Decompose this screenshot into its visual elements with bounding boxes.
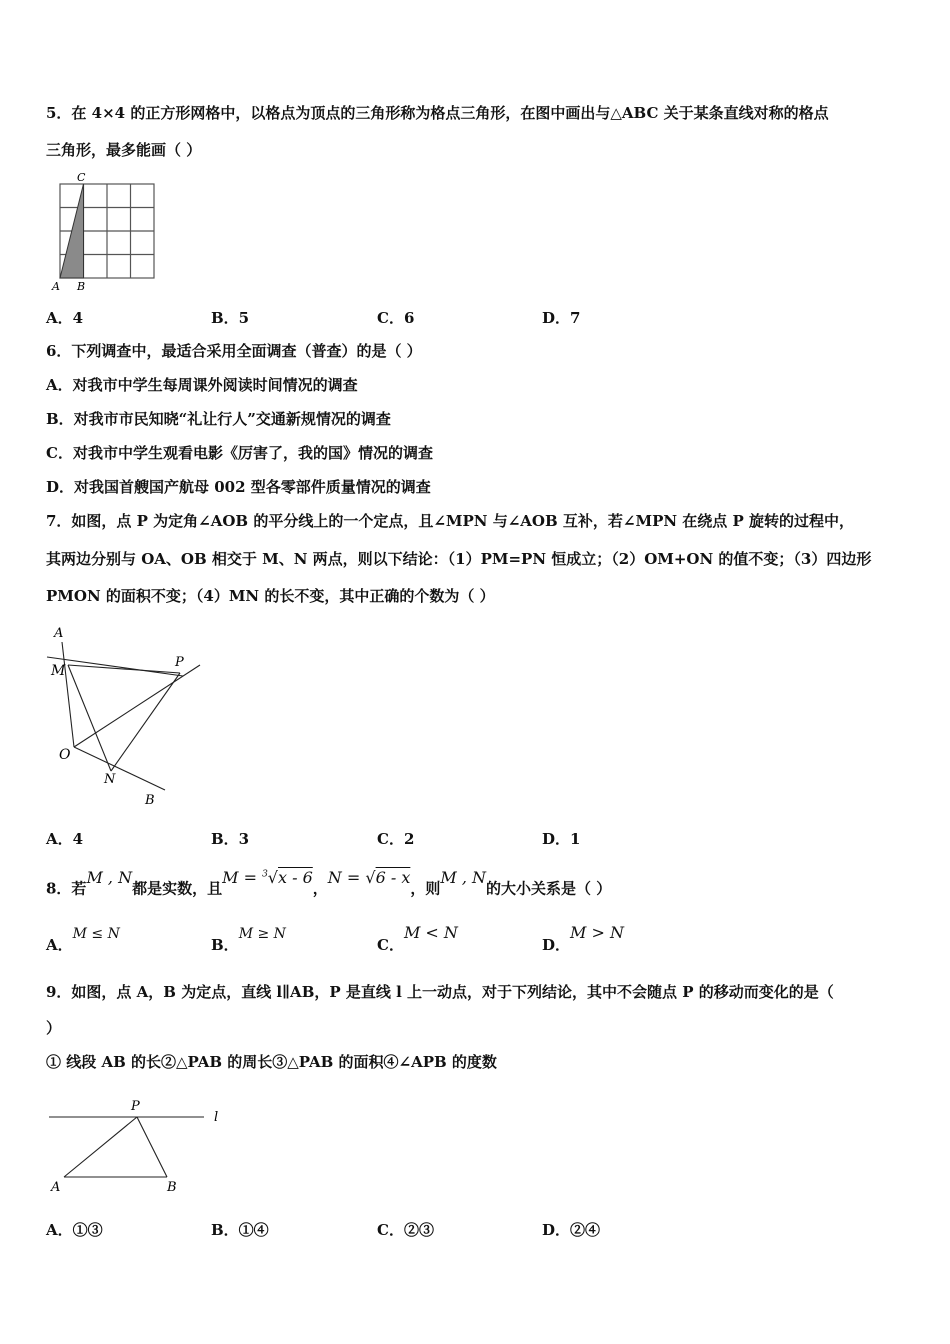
q6-stem: 6．下列调查中，最适合采用全面调查（普查）的是（ ）: [46, 342, 422, 360]
q8-n-formula: N = √6 - x: [327, 868, 411, 888]
q7-stem-line2: 其两边分别与 OA、OB 相交于 M、N 两点，则以下结论：（1）PM=PN 恒成立；（2）OM+ON 的值不变；（3）四边形: [46, 550, 872, 568]
q5-stem-line2: 三角形，最多能画（ ）: [46, 141, 202, 159]
label-b: B: [167, 1180, 177, 1195]
label-b: B: [77, 280, 86, 292]
q7-option-a[interactable]: A．4: [46, 830, 84, 848]
label-o: O: [59, 747, 71, 763]
label-p: P: [131, 1099, 140, 1114]
label-a: A: [51, 1180, 61, 1195]
q8-option-c[interactable]: C．M < N: [377, 923, 458, 954]
q6-option-b[interactable]: B．对我市市民知晓“礼让行人”交通新规情况的调查: [46, 410, 391, 428]
q8-var-mn: M , N: [86, 868, 133, 888]
label-n: N: [104, 772, 116, 787]
q8-option-a[interactable]: A．M ≤ N: [46, 926, 120, 954]
q7-stem-line1: 7．如图，点 P 为定角∠AOB 的平分线上的一个定点，且∠MPN 与∠AOB 互补，若∠MPN 在绕点 P 旋转的过程中，: [46, 512, 855, 530]
q9-parallel-figure: [44, 1093, 234, 1198]
label-l: l: [214, 1110, 219, 1125]
q6-option-d[interactable]: D．对我国首艘国产航母 002 型各零部件质量情况的调查: [46, 478, 431, 496]
q7-angle-figure: [40, 620, 215, 810]
q5-option-d[interactable]: D．7: [542, 309, 581, 327]
q9-option-b[interactable]: B．①④: [211, 1221, 269, 1239]
q8-part3: ，则: [410, 879, 441, 898]
label-b: B: [145, 793, 155, 808]
q8-m-formula: M = $^3$√x - 6: [222, 868, 313, 888]
q7-stem-line3: PMON 的面积不变；（4）MN 的长不变，其中正确的个数为（ ）: [46, 587, 495, 605]
q5-grid-figure: [48, 170, 163, 292]
q9-option-d[interactable]: D．②④: [542, 1221, 601, 1239]
q8-var-mn-2: M , N: [440, 868, 487, 888]
q9-option-c[interactable]: C．②③: [377, 1221, 434, 1239]
q8-prefix: 8．若: [46, 879, 87, 898]
q7-option-b[interactable]: B．3: [211, 830, 250, 848]
q8-suffix: 的大小关系是（ ）: [486, 879, 612, 898]
q9-option-a[interactable]: A．①③: [46, 1221, 103, 1239]
q6-option-c[interactable]: C．对我市中学生观看电影《厉害了，我的国》情况的调查: [46, 444, 433, 462]
label-c: C: [77, 171, 86, 184]
q5-stem-line1: 5．在 4×4 的正方形网格中，以格点为顶点的三角形称为格点三角形，在图中画出与△ABC 关于某条直线对称的格点: [46, 104, 829, 122]
q8-option-d[interactable]: D．M > N: [542, 923, 624, 954]
q8-sep: ，: [312, 879, 328, 898]
q8-stem: [46, 868, 612, 898]
q8-option-b[interactable]: B．M ≥ N: [211, 926, 286, 954]
q5-option-b[interactable]: B．5: [211, 309, 250, 327]
label-a: A: [52, 280, 60, 292]
q6-option-a[interactable]: A．对我市中学生每周课外阅读时间情况的调查: [46, 376, 358, 394]
q7-option-c[interactable]: C．2: [377, 830, 415, 848]
q9-stem-line3: ① 线段 AB 的长②△PAB 的周长③△PAB 的面积④∠APB 的度数: [46, 1053, 497, 1071]
q5-option-c[interactable]: C．6: [377, 309, 415, 327]
label-m: M: [51, 663, 66, 679]
q9-stem-line1: 9．如图，点 A，B 为定点，直线 l∥AB，P 是直线 l 上一动点，对于下列结论，其中不会随点 P 的移动而变化的是（: [46, 983, 834, 1001]
label-a: A: [54, 626, 64, 641]
q5-option-a[interactable]: A．4: [46, 309, 84, 327]
q8-part2: 都是实数，且: [132, 879, 223, 898]
q9-stem-line2: ）: [46, 1019, 62, 1037]
q7-option-d[interactable]: D．1: [542, 830, 581, 848]
label-p: P: [175, 655, 184, 670]
